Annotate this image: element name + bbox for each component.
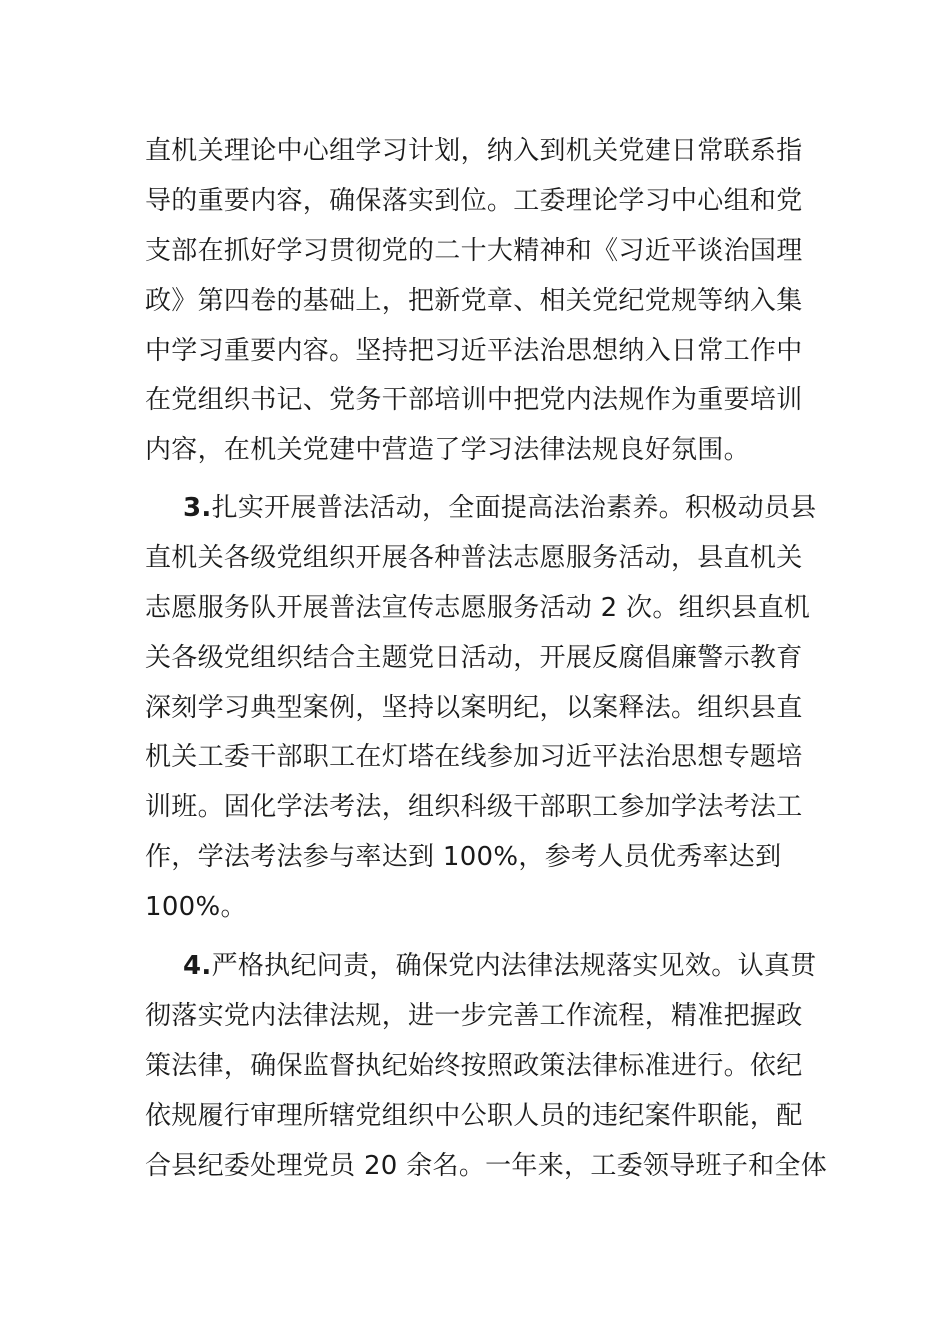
paragraph-line: 内容，在机关党建中营造了学习法律法规良好氛围。 [145,435,750,466]
paragraph-line: 合县纪委处理党员 20 余名。一年来，工委领导班子和全体 [145,1150,828,1181]
paragraph-line: 机关工委干部职工在灯塔在线参加习近平法治思想专题培 [145,742,803,773]
paragraph-3-legal-education [145,484,817,933]
paragraph-study-plan [145,127,810,476]
paragraph-line: 作，学法考法参与率达到 100%，参考人员优秀率达到 [145,842,782,873]
section-number: 4. [183,951,212,981]
paragraph-line: 训班。固化学法考法，组织科级干部职工参加学法考法工 [145,792,803,823]
paragraph-line: 政》第四卷的基础上，把新党章、相关党纪党规等纳入集 [145,285,803,316]
paragraph-line: 支部在抓好学习贯彻党的二十大精神和《习近平谈治国理 [145,235,803,266]
section-heading-text: 严格执纪问责，确保党内法律法规落实见效。认真贯 [211,951,817,981]
paragraph-line: 关各级党组织结合主题党日活动，开展反腐倡廉警示教育 [145,642,803,673]
paragraph-first-line [145,484,817,534]
paragraph-line: 导的重要内容，确保落实到位。工委理论学习中心组和党 [145,185,803,216]
paragraph-line: 中学习重要内容。坚持把习近平法治思想纳入日常工作中 [145,335,803,366]
paragraph-line: 直机关理论中心组学习计划，纳入到机关党建日常联系指 [145,136,803,166]
paragraph-line: 依规履行审理所辖党组织中公职人员的违纪案件职能，配 [145,1100,803,1131]
paragraph-line: 彻落实党内法律法规，进一步完善工作流程，精准把握政 [145,1000,803,1031]
paragraph-line: 100%。 [145,892,247,923]
paragraph-line: 直机关各级党组织开展各种普法志愿服务活动，县直机关 [145,542,803,573]
section-heading-text: 扎实开展普法活动，全面提高法治素养。积极动员县 [211,493,817,523]
paragraph-line: 策法律，确保监督执纪始终按照政策法律标准进行。依纪 [145,1050,803,1081]
paragraph-4-discipline [145,942,828,1191]
paragraph-line: 志愿服务队开展普法宣传志愿服务活动 2 次。组织县直机 [145,592,811,623]
section-number: 3. [183,493,212,523]
paragraph-first-line [145,942,817,992]
paragraph-line: 在党组织书记、党务干部培训中把党内法规作为重要培训 [145,385,803,416]
paragraph-line: 深刻学习典型案例，坚持以案明纪，以案释法。组织县直 [145,692,803,723]
